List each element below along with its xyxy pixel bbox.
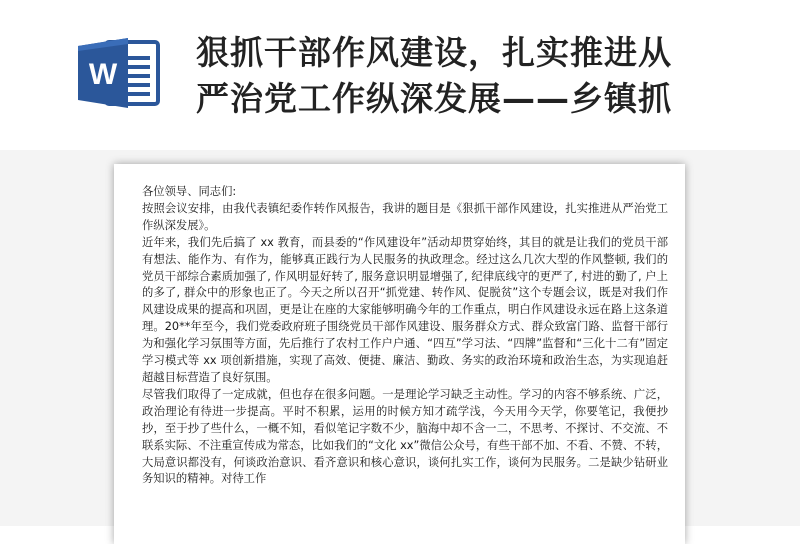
header-banner <box>0 0 800 150</box>
document-body <box>142 184 668 488</box>
word-icon-letter: W <box>88 58 118 91</box>
paragraph-problems: 尽管我们取得了一定成就，但也存在很多问题。一是理论学习缺乏主动性。学习的内容不够系统、广泛，政治理论有待进一步提高。平时不积累，运用的时候方知才疏学浅，今天用今天学，你要笔记，我便抄抄，至于抄了些什么，一概不知，看似笔记字数不少，脑海中却不含一二，不思考、不探讨、不交流、不联系实际、不注重宣传成为常态，比如我们的“文化 xx”微信公众号，有些干部不加、不看、不赞、不转，大局意识都没有，何谈政治意识、看齐意识和核心意识，谈何扎实工作，谈何为民服务。二是缺少钻研业务知识的精神。对待工作 <box>142 387 668 486</box>
title-line-2: 严治党工作纵深发展——乡镇抓 <box>196 79 672 118</box>
title-line-1: 狠抓干部作风建设，扎实推进从 <box>196 33 672 72</box>
paragraph-salutation: 各位领导、同志们: <box>142 185 237 198</box>
document-page[interactable] <box>114 164 685 544</box>
paragraph-achievements: 近年来，我们先后搞了 xx 教育，而县委的“作风建设年”活动却贯穿始终，其目的就是让我们的党员干部有想法、能作为、有作为，能够真正践行为人民服务的执政理念。经过这么几次大型的作风整顿, 我们的党员干部综合素质加强了, 作风明显好转了, 服务意识明显增强了, 纪律底线守的更严了, 村进的勤了, 户上的多了, 群众中的形象也正了。今天之所以召开“抓党建、转作风、促脱贫”这个专题会议，既是对我们作风建设成果的提高和巩固，更是让在座的大家能够明确今年的工作重点，明白作风建设永远在路上这条道理。20**年至今，我们党委政府班子围绕党员干部作风建设、服务群众方式、群众致富门路、监督干部行为和强化学习氛围等方面，先后推行了农村工作户户通、“四互”学习法、“四牌”监督和“三化十二有”固定学习模式等 xx 项创新措施，实现了高效、便捷、廉洁、勤政、务实的政治环境和政治生态，为实现追赶超越目标营造了良好氛围。 <box>142 235 668 384</box>
word-icon <box>76 34 162 110</box>
page-title <box>196 30 776 122</box>
paragraph-intro: 按照会议安排，由我代表镇纪委作转作风报告，我讲的题目是《狠抓干部作风建设，扎实推进从严治党工作纵深发展》。 <box>142 201 668 232</box>
